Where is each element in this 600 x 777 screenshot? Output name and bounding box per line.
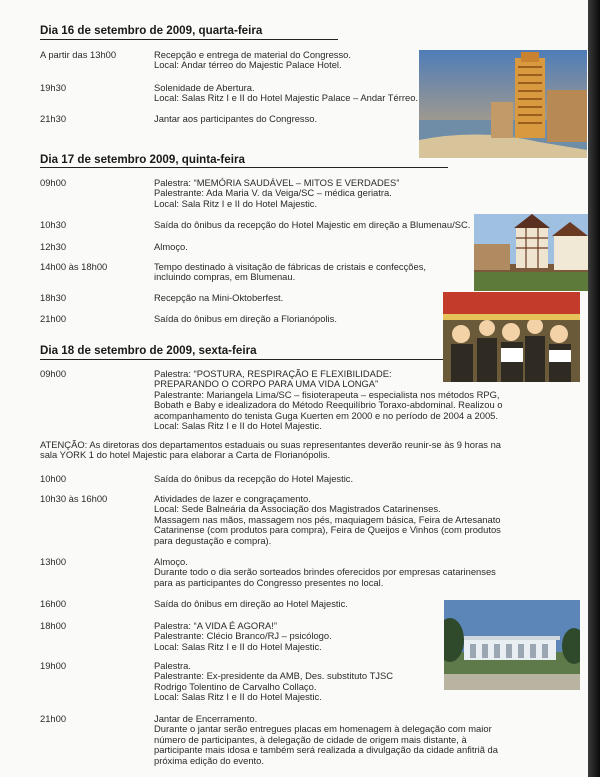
event-line: número de participantes, à delegação de cidade de origem mais distante, à [154,733,467,745]
event-time: 18h00 [40,620,67,631]
event-line: Palestra: “A VIDA É AGORA!” [154,620,277,631]
day-heading: Dia 18 de setembro de 2009, sexta-feira [40,344,257,357]
event-line: Local: Salas Ritz I e II do Hotel Majestic Palace – Andar Térreo. [154,92,419,104]
event-description [154,220,524,230]
event-line: Saída do ônibus da recepção do Hotel Majestic. [154,473,354,484]
event-line: Atividades de lazer e congraçamento. [154,493,311,504]
event-time: 10h00 [40,473,67,484]
event-time: 10h30 [40,219,67,230]
event-line: Solenidade de Abertura. [154,82,255,93]
blumenau-buildings-photo [474,214,588,291]
notice-line: ATENÇÃO: As diretoras dos departamentos estaduais ou suas representantes deverão reunir-se às 9 horas na [40,439,502,450]
event-line: Palestra: “MEMÓRIA SAUDÁVEL – MITOS E VERDADES” [154,177,400,188]
event-line: Palestrante: Ex-presidente da AMB, Des. substituto TJSC [154,670,394,682]
event-line: Palestra: “POSTURA, RESPIRAÇÃO E FLEXIBILIDADE: [154,368,392,379]
event-time: 10h30 às 16h00 [40,493,108,504]
notice-line: sala YORK 1 do hotel Majestic para elaborar a Carta de Florianópolis. [40,449,331,461]
event-line: Jantar de Encerramento. [154,713,258,724]
event-time: 14h00 às 18h00 [40,261,108,272]
event-time: 21h00 [40,713,67,724]
event-time: 19h30 [40,82,67,93]
oktoberfest-crowd-photo [443,292,580,382]
event-line: Rodrigo Tolentino de Carvalho Collaço. [154,680,317,692]
event-description [154,178,524,209]
event-description [154,262,524,283]
event-line: Almoço. [154,241,188,252]
event-line: incluindo compras, em Blumenau. [154,271,296,283]
event-line: Saída do ônibus em direção ao Hotel Majestic. [154,598,348,609]
event-line: Durante o jantar serão entregues placas em homenagem à delegação com maior [154,723,492,735]
attention-notice [40,440,510,461]
event-line: Jantar aos participantes do Congresso. [154,113,318,124]
event-line: Durante todo o dia serão sorteados brindes oferecidos por empresas catarinenses [154,566,496,578]
day-heading: Dia 16 de setembro de 2009, quarta-feira [40,24,263,37]
event-line: para degustação e compra). [154,534,272,546]
event-line: Palestrante: Ada Maria V. da Veiga/SC – médica geriatra. [154,187,392,199]
event-line: Local: Sede Balneária da Associação dos Magistrados Catarinenses. [154,503,441,515]
event-line: Tempo destinado à visitação de fábricas de cristais e confecções, [154,261,427,272]
event-time: A partir das 13h00 [40,49,117,60]
event-line: Recepção e entrega de material do Congresso. [154,49,351,60]
event-line: Palestrante: Mariangela Lima/SC – fisioterapeuta – especialista nos métodos RPG, [154,388,500,400]
event-line: próxima edição do evento. [154,754,264,766]
heading-rule [40,167,448,168]
event-time: 13h00 [40,556,67,567]
day-heading: Dia 17 de setembro 2009, quinta-feira [40,153,245,166]
event-line: Local: Salas Ritz I e II do Hotel Majestic. [154,420,322,432]
event-time: 09h00 [40,368,67,379]
event-line: Bobath e Baby e idealizadora do Método Reequilíbrio Toraxo-abdominal. Realizou o [154,399,503,411]
event-time: 09h00 [40,177,67,188]
event-time: 19h00 [40,660,67,671]
event-line: Local: Salas Ritz I e II do Hotel Majestic. [154,640,322,652]
heading-rule [40,359,444,360]
event-line: participante mais idosa e também será realizada a divulgação da cidade anfitriã da [154,744,498,756]
event-line: Palestrante: Clécio Branco/RJ – psicólogo. [154,630,332,642]
event-description [154,494,524,546]
event-line: Catarinense (com produtos para compra), Feira de Queijos e Vinhos (com produtos [154,524,501,536]
event-line: Local: Sala Ritz I e II do Hotel Majestic. [154,197,318,209]
event-line: Recepção na Mini-Oktoberfest. [154,292,284,303]
event-line: acompanhamento do tenista Guga Kuerten em 2000 e no período de 2004 a 2005. [154,409,499,421]
event-line: Local: Andar térreo do Majestic Palace Hotel. [154,59,342,71]
event-line: Saída do ônibus da recepção do Hotel Majestic em direção a Blumenau/SC. [154,219,471,230]
event-description [154,474,524,484]
event-time: 16h00 [40,598,67,609]
event-line: Local: Salas Ritz I e II do Hotel Majestic. [154,691,322,703]
event-line: Massagem nas mãos, massagem nos pés, maquiagem básica, Feira de Artesanato [154,513,501,525]
event-line: Palestra. [154,660,191,671]
event-time: 21h00 [40,313,67,324]
event-line: Almoço. [154,556,188,567]
event-time: 12h30 [40,241,67,252]
event-time: 18h30 [40,292,67,303]
hotel-beach-photo [419,50,587,158]
heading-rule [40,39,338,40]
event-description [154,714,524,766]
event-time: 21h30 [40,113,67,124]
event-line: PREPARANDO O CORPO PARA UMA VIDA LONGA” [154,378,379,390]
event-line: Saída do ônibus em direção a Florianópolis. [154,313,337,324]
page-edge-shadow [588,0,600,777]
event-venue-photo [444,600,580,690]
event-description [154,242,524,252]
event-description [154,557,524,588]
event-line: para as participantes do Congresso presentes no local. [154,576,384,588]
